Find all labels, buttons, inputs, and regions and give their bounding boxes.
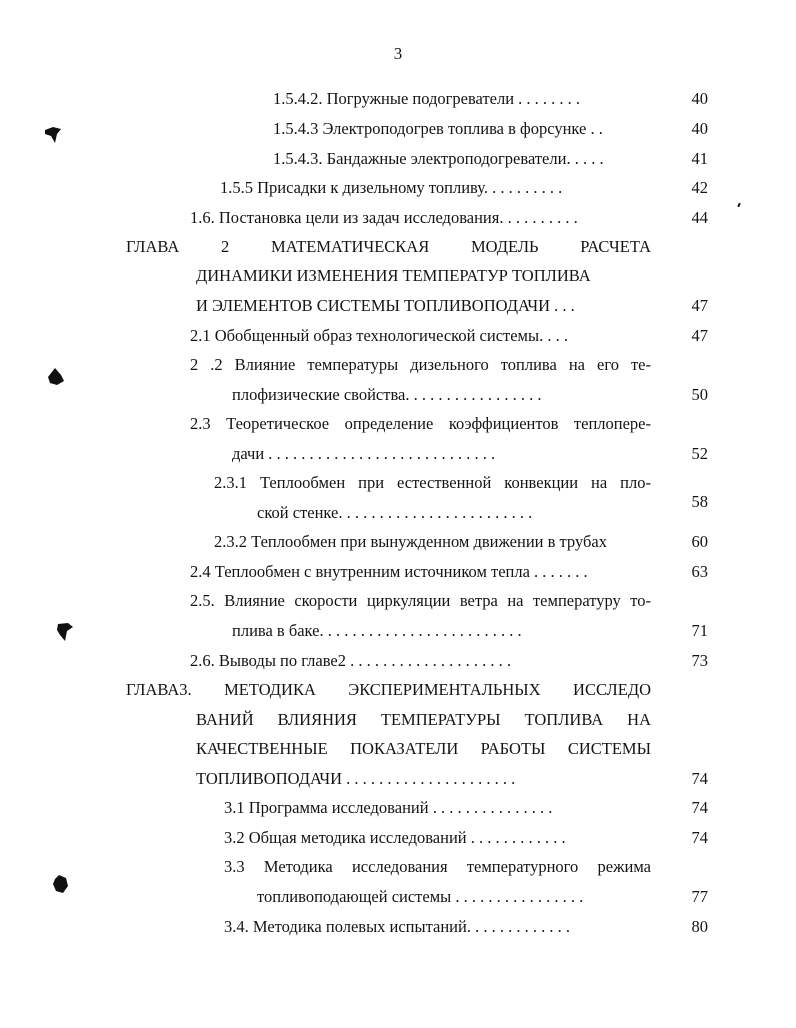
chapter-2-heading-line-3: И ЭЛЕМЕНТОВ СИСТЕМЫ ТОПЛИВОПОДАЧИ . . . (196, 296, 575, 315)
toc-page-2-3: 52 (691, 444, 708, 463)
toc-entry-2-3-2: 2.3.2 Теплообмен при вынужденном движении в трубах (214, 532, 607, 551)
toc-page-1-5-4-3-a: 40 (691, 119, 708, 138)
toc-page-3-1: 74 (691, 798, 708, 817)
chapter-3-heading-line-2: ВАНИЙ ВЛИЯНИЯ ТЕМПЕРАТУРЫ ТОПЛИВА НА (196, 710, 651, 729)
chapter-3-heading-line-3: КАЧЕСТВЕННЫЕ ПОКАЗАТЕЛИ РАБОТЫ СИСТЕМЫ (196, 739, 651, 758)
toc-entry-1-5-5: 1.5.5 Присадки к дизельному топливу. . . . . . . . . . (220, 178, 563, 197)
toc-page-3-4: 80 (691, 917, 708, 936)
scan-blot-1 (42, 124, 64, 146)
toc-entry-2-4: 2.4 Теплообмен с внутренним источником тепла . . . . . . . (190, 562, 588, 581)
toc-entry-1-5-4-3-b: 1.5.4.3. Бандажные электроподогреватели. . . . . (273, 149, 604, 168)
toc-entry-3-3-line-2: топливоподающей системы . . . . . . . . . . . . . . . . (257, 887, 584, 906)
toc-page-1-5-4-3-b: 41 (691, 149, 708, 168)
chapter-3-heading-line-4: ТОПЛИВОПОДАЧИ . . . . . . . . . . . . . . . . . . . . . (196, 769, 516, 788)
toc-entry-2-5-line-2: плива в баке. . . . . . . . . . . . . . . . . . . . . . . . . (232, 621, 522, 640)
toc-entry-2-3-line-1: 2.3 Теоретическое определение коэффициентов теплопере- (190, 414, 651, 433)
toc-entry-2-2-line-2: плофизические свойства. . . . . . . . . . . . . . . . . (232, 385, 542, 404)
toc-page-3-3: 77 (691, 887, 708, 906)
toc-entry-1-6: 1.6. Постановка цели из задач исследования. . . . . . . . . . (190, 208, 578, 227)
toc-page-2-3-1: 58 (691, 492, 708, 511)
toc-page-1-6: 44 (691, 208, 708, 227)
toc-page-2-6: 73 (691, 651, 708, 670)
scan-speck (737, 203, 741, 207)
toc-page-2-2: 50 (691, 385, 708, 404)
toc-page-1-5-5: 42 (691, 178, 708, 197)
toc-entry-3-1: 3.1 Программа исследований . . . . . . . . . . . . . . . (224, 798, 553, 817)
toc-entry-2-6: 2.6. Выводы по главе2 . . . . . . . . . . . . . . . . . . . . (190, 651, 511, 670)
toc-entry-3-2: 3.2 Общая методика исследований . . . . . . . . . . . . (224, 828, 566, 847)
toc-entry-2-3-line-2: дачи . . . . . . . . . . . . . . . . . . . . . . . . . . . . (232, 444, 496, 463)
chapter-3-heading-line-1: ГЛАВА3. МЕТОДИКА ЭКСПЕРИМЕНТАЛЬНЫХ ИССЛЕДО (126, 680, 651, 699)
toc-page-3-2: 74 (691, 828, 708, 847)
toc-page-2-4: 63 (691, 562, 708, 581)
toc-entry-2-3-1-line-2: ской стенке. . . . . . . . . . . . . . . . . . . . . . . . (257, 503, 533, 522)
toc-entry-2-1: 2.1 Обобщенный образ технологической системы. . . . (190, 326, 568, 345)
toc-entry-3-4: 3.4. Методика полевых испытаний. . . . . . . . . . . . . (224, 917, 570, 936)
chapter-2-heading-line-1: ГЛАВА 2 МАТЕМАТИЧЕСКАЯ МОДЕЛЬ РАСЧЕТА (126, 237, 651, 256)
toc-entry-1-5-4-3-a: 1.5.4.3 Электроподогрев топлива в форсунке . . (273, 119, 603, 138)
page-number: 3 (393, 44, 403, 63)
toc-entry-1-5-4-2: 1.5.4.2. Погружные подогреватели . . . . . . . . (273, 89, 581, 108)
toc-page-chapter-2: 47 (691, 296, 708, 315)
toc-page-2-5: 71 (691, 621, 708, 640)
scan-blot-4 (50, 872, 72, 896)
chapter-2-heading-line-2: ДИНАМИКИ ИЗМЕНЕНИЯ ТЕМПЕРАТУР ТОПЛИВА (196, 266, 591, 285)
toc-page-1-5-4-2: 40 (691, 89, 708, 108)
toc-page-2-1: 47 (691, 326, 708, 345)
toc-page-2-3-2: 60 (691, 532, 708, 551)
toc-entry-2-2-line-1: 2 .2 Влияние температуры дизельного топлива на его те- (190, 355, 651, 374)
toc-entry-2-5-line-1: 2.5. Влияние скорости циркуляции ветра на температуру то- (190, 591, 651, 610)
toc-entry-2-3-1-line-1: 2.3.1 Теплообмен при естественной конвекции на пло- (214, 473, 651, 492)
toc-entry-3-3-line-1: 3.3 Методика исследования температурного режима (224, 857, 651, 876)
scan-blot-3 (54, 620, 76, 644)
toc-page-chapter-3: 74 (691, 769, 708, 788)
scan-blot-2 (45, 366, 67, 388)
